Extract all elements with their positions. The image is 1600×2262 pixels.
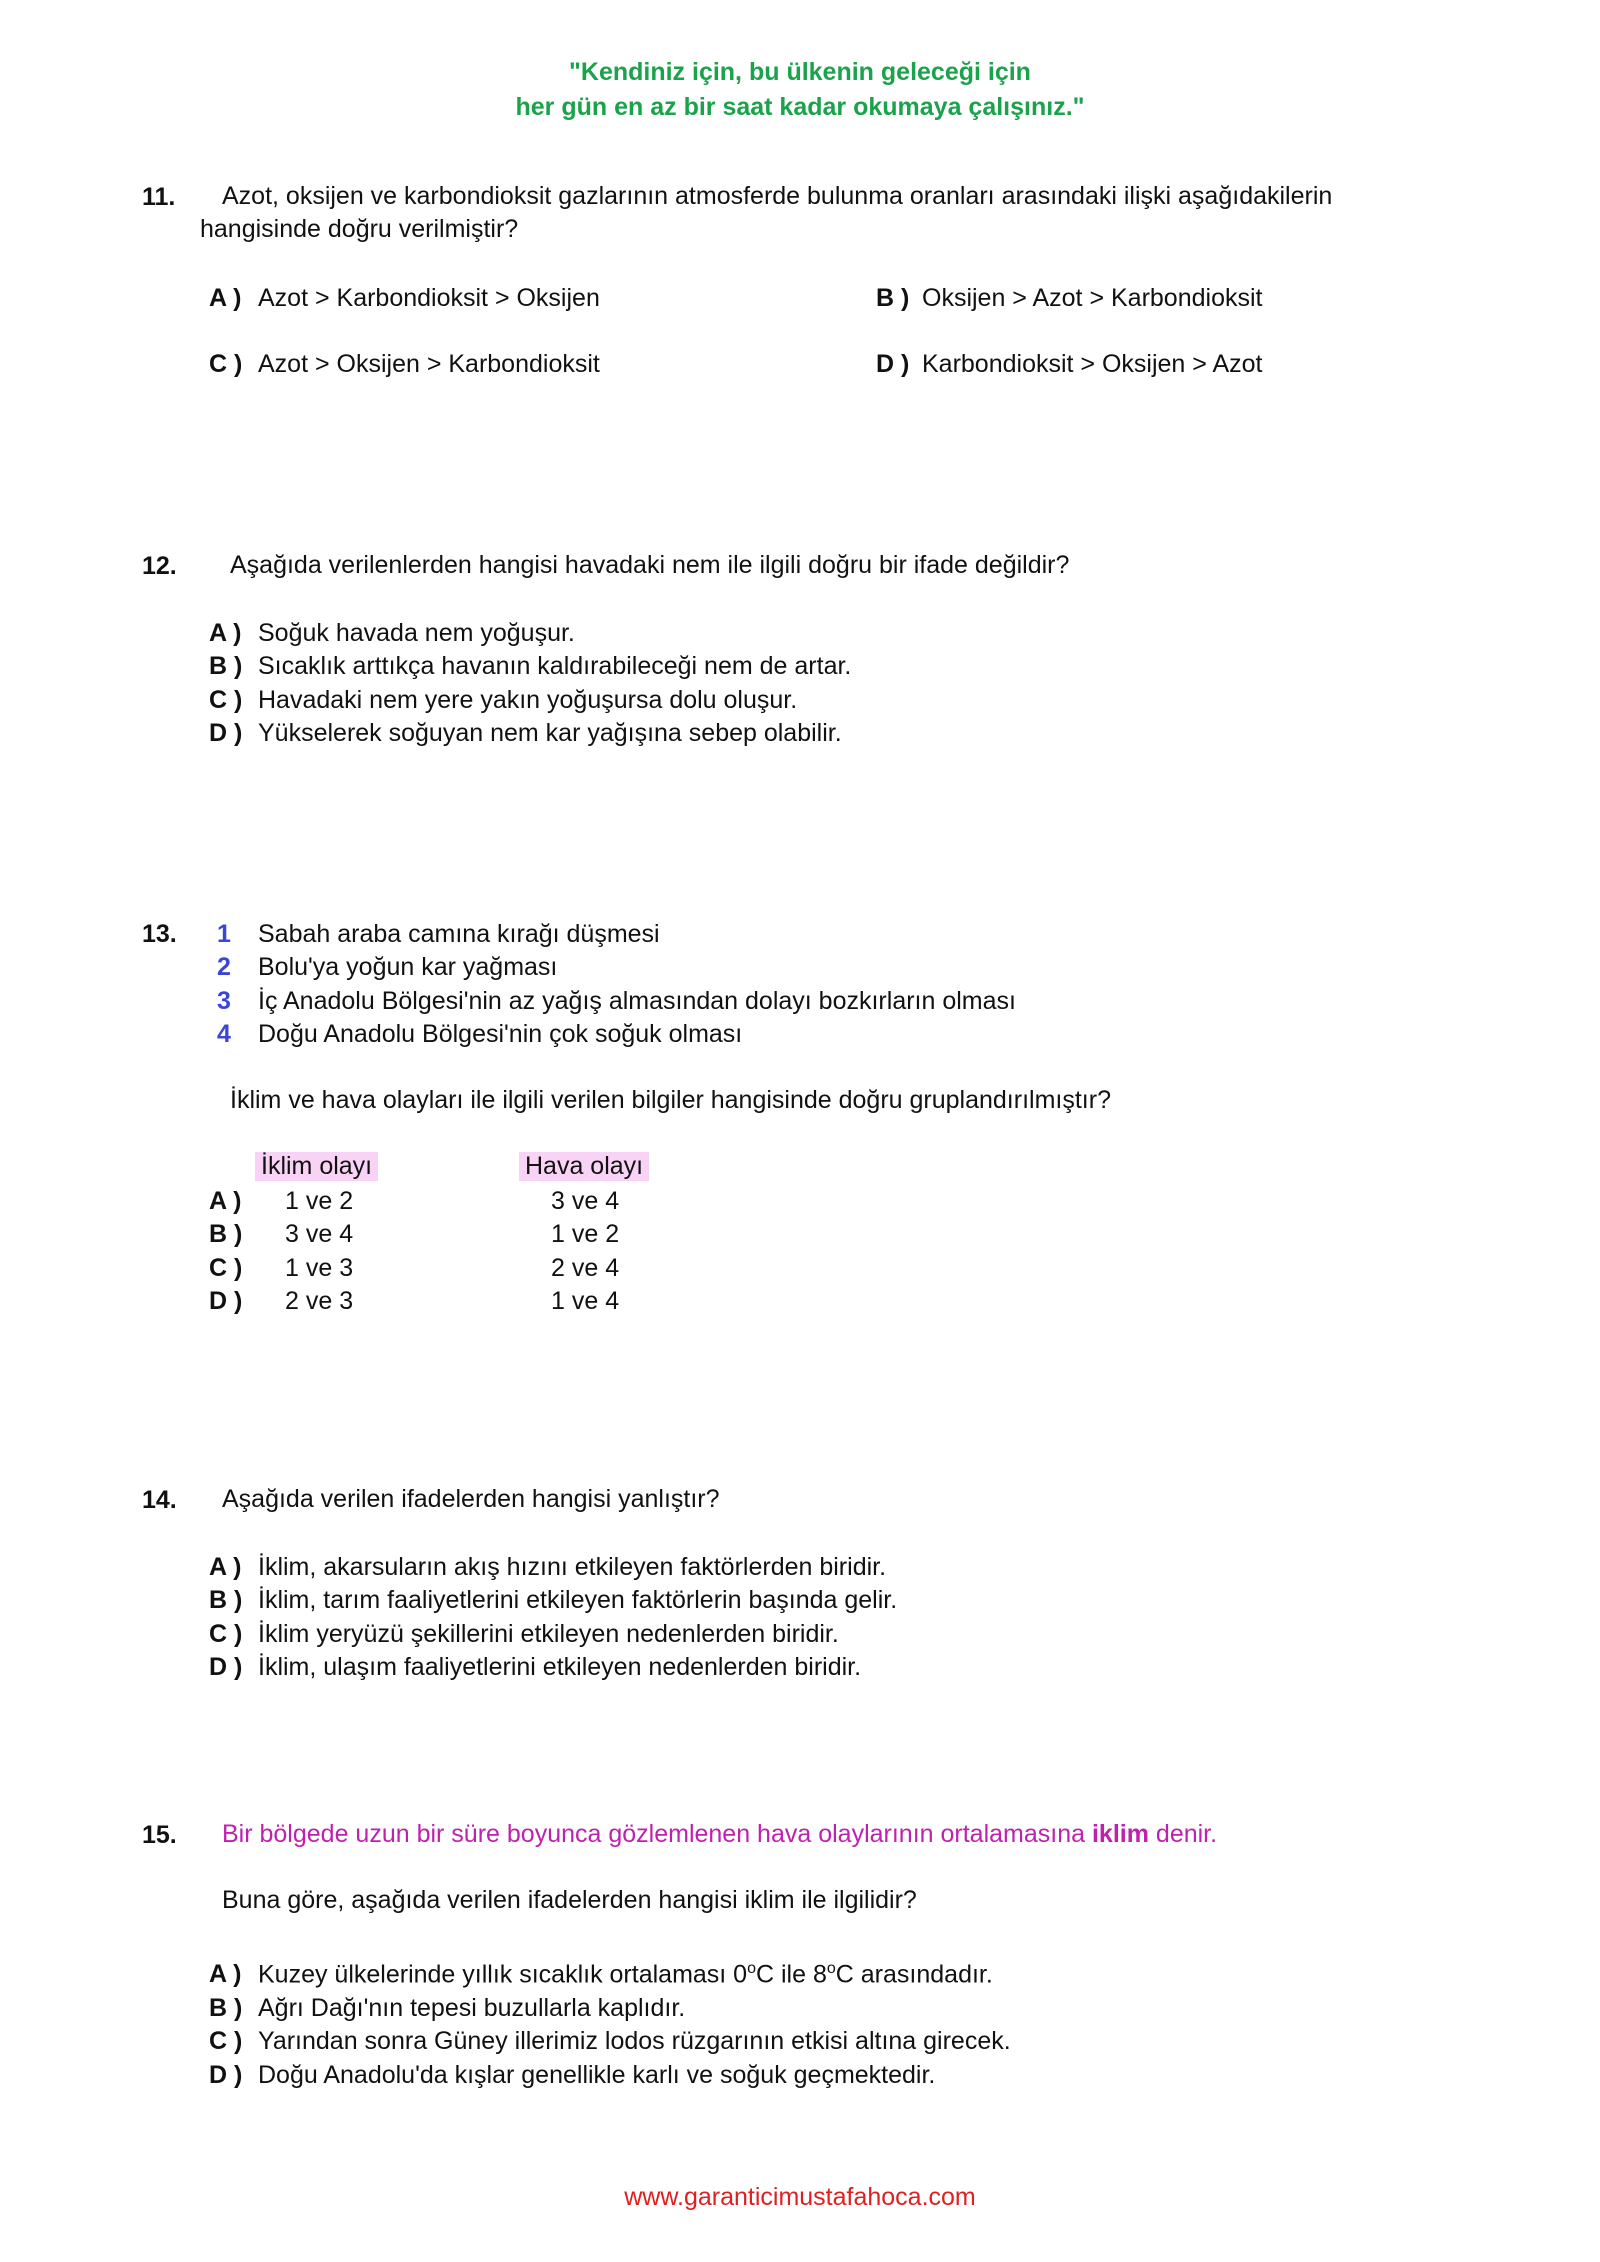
q12-option-c-text[interactable]: Havadaki nem yere yakın yoğuşursa dolu oluşur.: [258, 686, 798, 714]
q14-option-c-text[interactable]: İklim yeryüzü şekillerini etkileyen nedenlerden biridir.: [258, 1620, 839, 1648]
q11-option-c-text[interactable]: Azot > Oksijen > Karbondioksit: [258, 350, 600, 378]
question-12-number: 12.: [142, 552, 177, 580]
q11-option-c-label[interactable]: C ): [209, 350, 243, 378]
q13-option-c-col1[interactable]: 1 ve 3: [285, 1254, 354, 1282]
q13-option-a-label[interactable]: A ): [209, 1187, 242, 1215]
q14-option-a-label[interactable]: A ): [209, 1553, 242, 1581]
question-13-text: İklim ve hava olayları ile ilgili verilen bilgiler hangisinde doğru gruplandırılmıştır?: [230, 1086, 1111, 1114]
question-12-text: Aşağıda verilenlerden hangisi havadaki nem ile ilgili doğru bir ifade değildir?: [230, 551, 1070, 579]
q11-option-d-text[interactable]: Karbondioksit > Oksijen > Azot: [922, 350, 1263, 378]
q11-option-a-label[interactable]: A ): [209, 284, 242, 312]
q13-option-d-col2[interactable]: 1 ve 4: [551, 1287, 620, 1315]
question-14-number: 14.: [142, 1486, 177, 1514]
q13-option-b-label[interactable]: B ): [209, 1220, 243, 1248]
question-15-number: 15.: [142, 1821, 177, 1849]
q14-option-b-text[interactable]: İklim, tarım faaliyetlerini etkileyen faktörlerin başında gelir.: [258, 1586, 898, 1614]
q12-option-b-text[interactable]: Sıcaklık arttıkça havanın kaldırabileceği nem de artar.: [258, 652, 852, 680]
q13-item-3-number: 3: [217, 987, 231, 1015]
question-15-text: Buna göre, aşağıda verilen ifadelerden hangisi iklim ile ilgilidir?: [222, 1886, 917, 1914]
q12-option-a-text[interactable]: Soğuk havada nem yoğuşur.: [258, 619, 575, 647]
q13-option-d-col1[interactable]: 2 ve 3: [285, 1287, 354, 1315]
header-quote-line-1: "Kendiniz için, bu ülkenin geleceği için: [569, 58, 1031, 86]
q15-option-a-label[interactable]: A ): [209, 1960, 242, 1988]
definition-keyword-iklim: iklim: [1091, 1820, 1149, 1848]
q13-item-1-number: 1: [217, 920, 231, 948]
q15-option-a-part-3: C arasındadır.: [835, 1960, 993, 1989]
q11-option-b-text[interactable]: Oksijen > Azot > Karbondioksit: [922, 284, 1263, 312]
q15-option-a-part-2: C ile 8: [756, 1960, 827, 1989]
definition-text-end: denir.: [1148, 1820, 1218, 1848]
definition-text-start: Bir bölgede uzun bir süre boyunca gözlemlenen hava olaylarının ortalamasına: [222, 1820, 1092, 1848]
question-14-text: Aşağıda verilen ifadelerden hangisi yanlıştır?: [222, 1485, 720, 1513]
q12-option-c-label[interactable]: C ): [209, 686, 243, 714]
q15-option-c-label[interactable]: C ): [209, 2027, 243, 2055]
q14-option-c-label[interactable]: C ): [209, 1620, 243, 1648]
q11-option-b-label[interactable]: B ): [876, 284, 910, 312]
q11-option-a-text[interactable]: Azot > Karbondioksit > Oksijen: [258, 284, 600, 312]
q12-option-d-label[interactable]: D ): [209, 719, 243, 747]
q13-item-4-number: 4: [217, 1020, 231, 1048]
degree-superscript-1: o: [747, 1960, 756, 1977]
q12-option-a-label[interactable]: A ): [209, 619, 242, 647]
question-11-text-line-1: Azot, oksijen ve karbondioksit gazlarının atmosferde bulunma oranları arasındaki ilişki aşağıdakilerin: [222, 182, 1333, 210]
q14-option-b-label[interactable]: B ): [209, 1586, 243, 1614]
q13-item-3-text: İç Anadolu Bölgesi'nin az yağış almasından dolayı bozkırların olması: [258, 987, 1016, 1015]
q15-option-d-label[interactable]: D ): [209, 2061, 243, 2089]
q13-option-c-col2[interactable]: 2 ve 4: [551, 1254, 620, 1282]
q15-option-c-text[interactable]: Yarından sonra Güney illerimiz lodos rüzgarının etkisi altına girecek.: [258, 2027, 1011, 2055]
q12-option-b-label[interactable]: B ): [209, 652, 243, 680]
q15-option-a-text[interactable]: [258, 1960, 993, 1989]
question-11-number: 11.: [142, 183, 176, 211]
q13-item-2-text: Bolu'ya yoğun kar yağması: [258, 953, 558, 981]
question-11-text-line-2: hangisinde doğru verilmiştir?: [200, 215, 519, 243]
q13-option-b-col2[interactable]: 1 ve 2: [551, 1220, 620, 1248]
q13-item-2-number: 2: [217, 953, 231, 981]
header-quote-line-2: her gün en az bir saat kadar okumaya çalışınız.": [515, 93, 1085, 121]
q13-option-a-col2[interactable]: 3 ve 4: [551, 1187, 620, 1215]
q13-option-c-label[interactable]: C ): [209, 1254, 243, 1282]
q14-option-a-text[interactable]: İklim, akarsuların akış hızını etkileyen faktörlerden biridir.: [258, 1553, 887, 1581]
q13-column-header-hava: Hava olayı: [519, 1152, 649, 1181]
question-13-number: 13.: [142, 920, 177, 948]
q13-item-4-text: Doğu Anadolu Bölgesi'nin çok soğuk olması: [258, 1020, 743, 1048]
q14-option-d-label[interactable]: D ): [209, 1653, 243, 1681]
q15-option-b-label[interactable]: B ): [209, 1994, 243, 2022]
q13-option-a-col1[interactable]: 1 ve 2: [285, 1187, 354, 1215]
q15-option-a-part-1: Kuzey ülkelerinde yıllık sıcaklık ortalaması 0: [258, 1960, 748, 1989]
degree-superscript-2: o: [826, 1960, 836, 1977]
q12-option-d-text[interactable]: Yükselerek soğuyan nem kar yağışına sebep olabilir.: [258, 719, 842, 747]
question-15-definition: [222, 1818, 1217, 1850]
q13-column-header-iklim: İklim olayı: [255, 1152, 378, 1181]
q13-option-d-label[interactable]: D ): [209, 1287, 243, 1315]
q15-option-d-text[interactable]: Doğu Anadolu'da kışlar genellikle karlı ve soğuk geçmektedir.: [258, 2061, 936, 2089]
q14-option-d-text[interactable]: İklim, ulaşım faaliyetlerini etkileyen nedenlerden biridir.: [258, 1653, 862, 1681]
q11-option-d-label[interactable]: D ): [876, 350, 910, 378]
q15-option-b-text[interactable]: Ağrı Dağı'nın tepesi buzullarla kaplıdır.: [258, 1994, 686, 2022]
footer-website-link[interactable]: www.garanticimustafahoca.com: [624, 2183, 976, 2211]
q13-item-1-text: Sabah araba camına kırağı düşmesi: [258, 920, 660, 948]
q13-option-b-col1[interactable]: 3 ve 4: [285, 1220, 354, 1248]
